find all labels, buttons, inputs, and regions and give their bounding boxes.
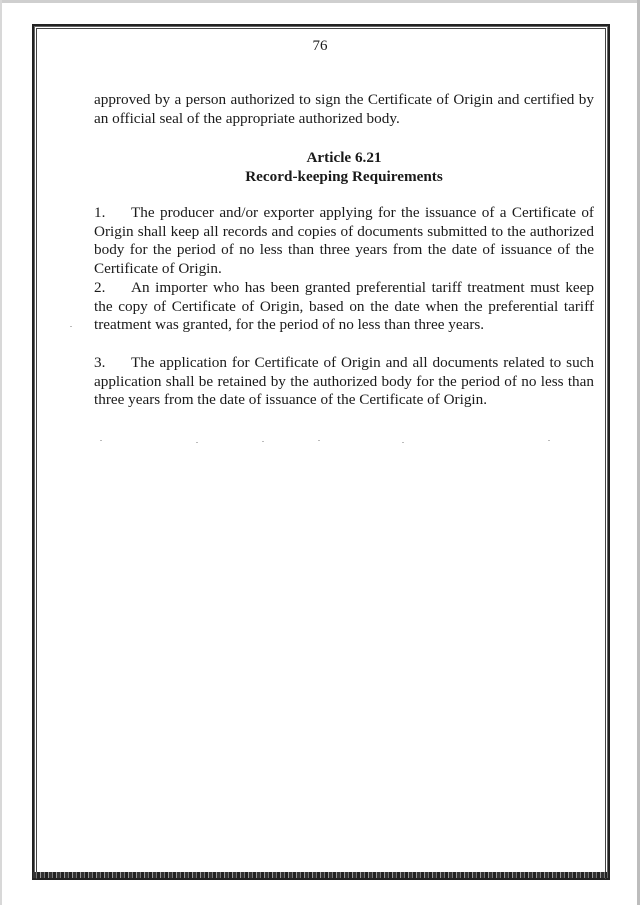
list-item-text: The application for Certificate of Origin and all documents related to such application shall be retained by the authorized body for the period of no less than three years from the date of issuance of the Certificate of Origin. [94, 354, 594, 409]
list-item-3 [94, 354, 594, 410]
list-item-2 [94, 279, 594, 335]
article-title: Article 6.21 [306, 149, 382, 166]
list-item-text: The producer and/or exporter applying for the issuance of a Certificate of Origin shall keep all records and copies of documents submitted to the authorized body for the period of no less than three years from the date of issuance of the Certificate of Origin. [94, 204, 594, 277]
scan-speck [196, 442, 198, 443]
scan-speck [100, 440, 102, 441]
scan-speck [70, 326, 72, 327]
scan-speck [318, 440, 320, 441]
list-item-number: 3. [94, 354, 106, 371]
list-item-text: An importer who has been granted preferential tariff treatment must keep the copy of Certificate of Origin, based on the date when the preferential tariff treatment was granted, for the period of no less than three years. [94, 279, 594, 334]
scan-speck [262, 441, 264, 442]
intro-paragraph: approved by a person authorized to sign the Certificate of Origin and certified by an official seal of the appropriate authorized body. [94, 91, 594, 127]
scan-speck [402, 442, 404, 443]
page-number: 76 [312, 38, 328, 54]
page-border-bottom-band [33, 872, 607, 878]
list-item-number: 2. [94, 279, 106, 296]
scan-edge-left [0, 0, 2, 905]
article-subtitle: Record-keeping Requirements [245, 168, 443, 185]
list-item-1 [94, 204, 594, 278]
scan-speck [548, 440, 550, 441]
list-item-number: 1. [94, 204, 106, 221]
scan-edge-top [0, 0, 640, 3]
